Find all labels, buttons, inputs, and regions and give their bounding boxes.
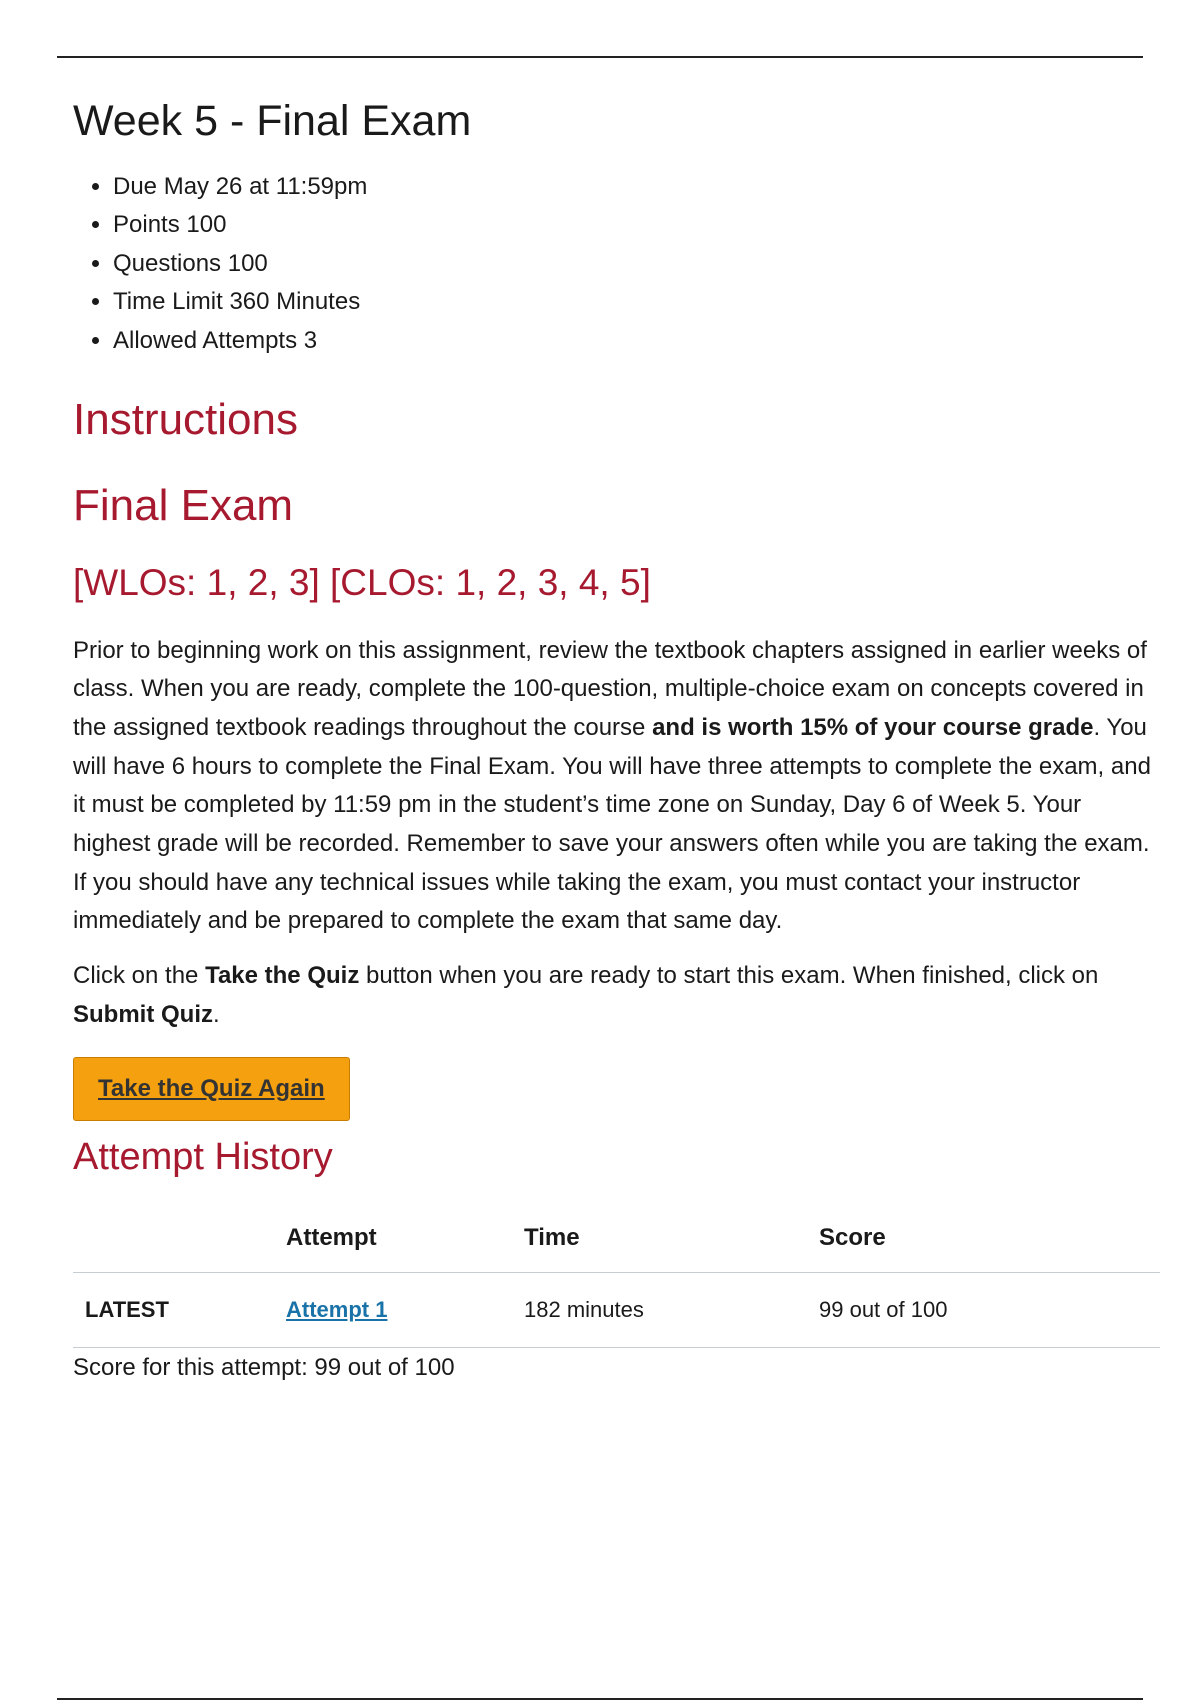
due-date: • Due May 26 at 11:59pm	[113, 168, 1163, 207]
submit-quiz-emphasis: Submit Quiz	[73, 1000, 213, 1028]
start-text-1: Click on the	[73, 962, 206, 990]
instructions-heading: Instructions	[73, 395, 298, 445]
learning-objectives: [WLOs: 1, 2, 3] [CLOs: 1, 2, 3, 4, 5]	[73, 561, 651, 603]
quiz-content	[73, 96, 1163, 1382]
table-header-row	[73, 1204, 1160, 1273]
attempt-link[interactable]: Attempt 1	[286, 1297, 388, 1323]
column-header-attempt: Attempt	[286, 1204, 524, 1273]
instructions-paragraph	[73, 632, 1163, 942]
table-row	[73, 1273, 1160, 1348]
page-title: Week 5 - Final Exam	[73, 97, 472, 145]
instructions-text-2: . You will have 6 hours to complete the Final Exam. You will have three attempts to complete the exam, and it must be completed by 11:59 pm in the student’s time zone on Sunday, Day 6 of Week 5. Your highest grade will be recorded. Remember to save your answers often while you are taking the exam. If you should have any technical issues while taking the exam, you must contact your instructor immediately and be prepared to complete the exam that same day.	[73, 713, 1151, 935]
instructions-text-1: Prior to beginning work on this assignment, review the textbook chapters assigned in earlier weeks of class. When you are ready, complete the 100-question, multiple-choice exam on concepts covered in the assigned textbook readings throughout the course	[73, 636, 1147, 741]
start-instructions-paragraph	[73, 957, 1163, 1034]
attempt-cell	[286, 1273, 524, 1348]
start-text-2: button when you are ready to start this exam. When finished, click on	[359, 962, 1099, 990]
grade-weight-emphasis: and is worth 15% of your course grade	[652, 713, 1094, 741]
points: • Points 100	[113, 206, 1163, 245]
column-header-status	[73, 1204, 286, 1273]
start-text-3: .	[213, 1000, 220, 1028]
take-quiz-again-button[interactable]: Take the Quiz Again	[73, 1057, 350, 1121]
take-quiz-emphasis: Take the Quiz	[205, 962, 360, 990]
time-cell: 182 minutes	[524, 1273, 819, 1348]
quiz-details-list	[73, 168, 1163, 361]
questions-count: • Questions 100	[113, 245, 1163, 284]
allowed-attempts: • Allowed Attempts 3	[113, 322, 1163, 361]
attempt-score-summary: Score for this attempt: 99 out of 100	[73, 1354, 455, 1382]
score-cell: 99 out of 100	[819, 1273, 1160, 1348]
attempt-history-heading: Attempt History	[73, 1135, 333, 1178]
latest-badge: LATEST	[73, 1273, 286, 1348]
column-header-score: Score	[819, 1204, 1160, 1273]
top-divider	[57, 56, 1143, 58]
time-limit: • Time Limit 360 Minutes	[113, 283, 1163, 322]
attempt-history-table	[73, 1204, 1160, 1348]
column-header-time: Time	[524, 1204, 819, 1273]
exam-title: Final Exam	[73, 481, 294, 531]
